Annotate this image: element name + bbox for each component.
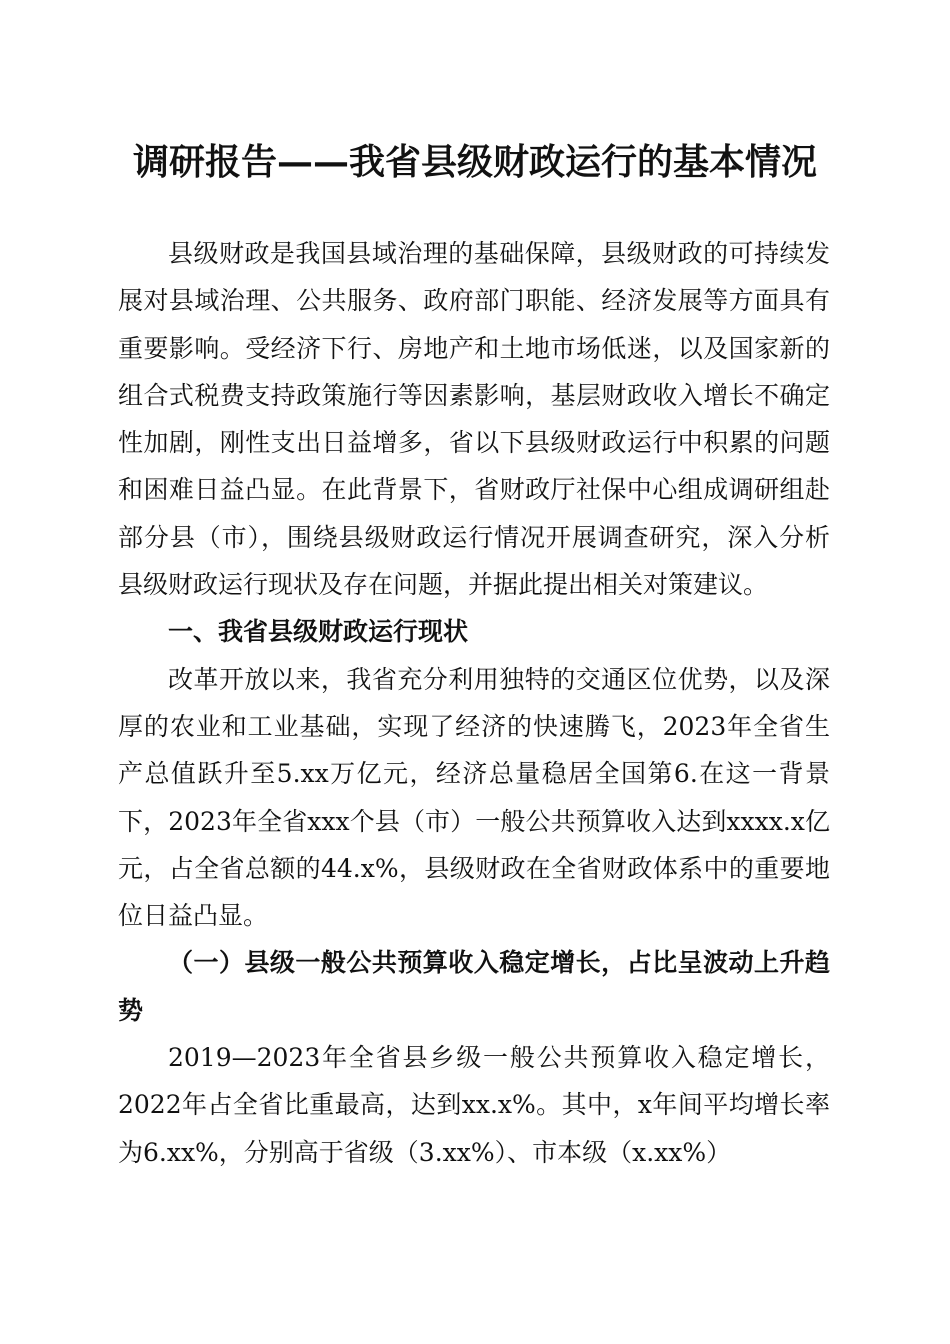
intro-paragraph: 县级财政是我国县域治理的基础保障，县级财政的可持续发展对县域治理、公共服务、政府部门职能、经济发展等方面具有重要影响。受经济下行、房地产和土地市场低迷，以及国家新的组合式税费支持政策施行等因素影响，基层财政收入增长不确定性加剧，刚性支出日益增多，省以下县级财政运行中积累的问题和困难日益凸显。在此背景下，省财政厅社保中心组成调研组赴部分县（市），围绕县级财政运行情况开展调查研究，深入分析县级财政运行现状及存在问题，并据此提出相关对策建议。 xyxy=(118,239,830,600)
subsection-paragraph: 2019—2023年全省县乡级一般公共预算收入稳定增长，2022年占全省比重最高，达到xx.x%。其中，x年间平均增长率为6.xx%，分别高于省级（3.xx%）、市本级（x.xx%） xyxy=(118,1043,830,1167)
section-heading: 一、我省县级财政运行现状 xyxy=(168,617,469,647)
subsection-heading: （一）县级一般公共预算收入稳定增长，占比呈波动上升趋势 xyxy=(118,948,830,1025)
document-title: 调研报告——我省县级财政运行的基本情况 xyxy=(132,141,817,183)
document-body xyxy=(118,230,830,1176)
section-paragraph: 改革开放以来，我省充分利用独特的交通区位优势，以及深厚的农业和工业基础，实现了经济的快速腾飞，2023年全省生产总值跃升至5.xx万亿元，经济总量稳居全国第6.在这一背景下，2023年全省xxx个县（市）一般公共预算收入达到xxxx.x亿元，占全省总额的44.x%，县级财政在全省财政体系中的重要地位日益凸显。 xyxy=(118,664,830,931)
